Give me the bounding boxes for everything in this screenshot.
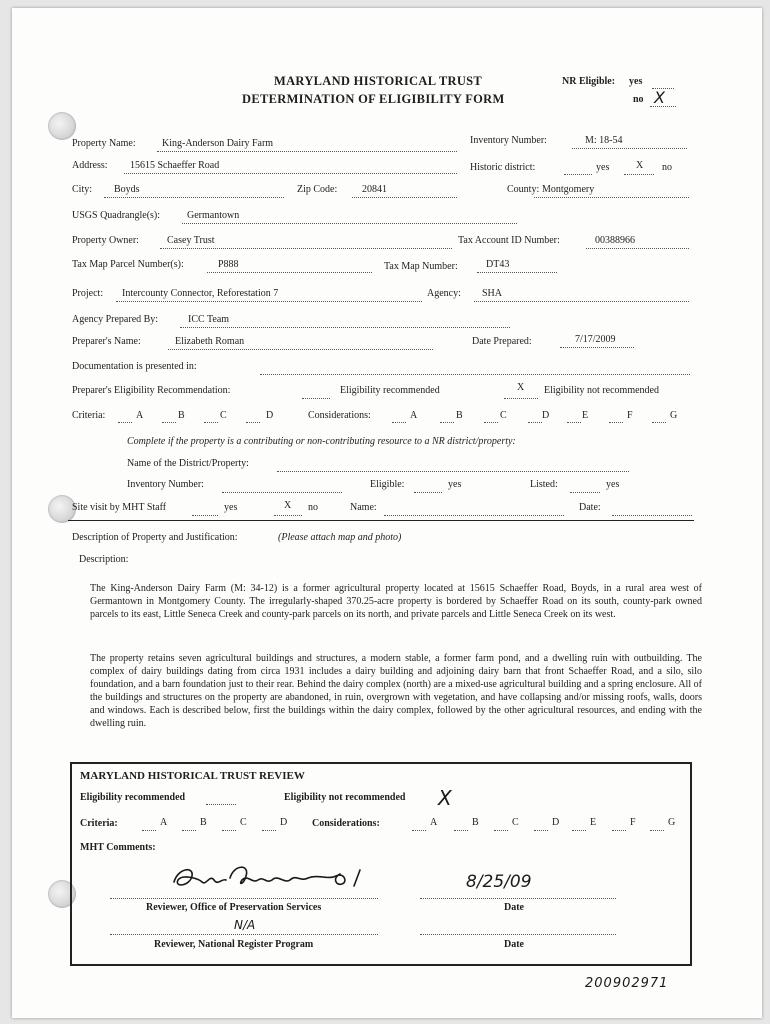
- inventory-number-value: M: 18-54: [585, 135, 623, 146]
- criteria-d: D: [266, 410, 274, 421]
- zip-code-label: Zip Code:: [297, 184, 338, 195]
- considerations-b: B: [456, 410, 463, 421]
- nr-no-label: no: [633, 94, 644, 105]
- listed-yes-label: yes: [606, 479, 620, 490]
- parcel-value: P888: [218, 259, 239, 270]
- eligibility-recommended-label: Eligibility recommended: [340, 385, 440, 396]
- parcel-label: Tax Map Parcel Number(s):: [72, 259, 184, 270]
- criteria-c: C: [220, 410, 227, 421]
- tax-map-value: DT43: [486, 259, 510, 270]
- form-page: [12, 8, 762, 1018]
- preparer-label: Preparer's Name:: [72, 336, 141, 347]
- review-considerations-b: B: [472, 817, 479, 828]
- property-name-value: King-Anderson Dairy Farm: [162, 138, 274, 149]
- section-divider: [68, 520, 694, 521]
- document-number: 200902971: [585, 976, 669, 991]
- review-date-1-label: Date: [504, 902, 524, 913]
- criteria-label: Criteria:: [72, 410, 106, 421]
- reviewer-1-label: Reviewer, Office of Preservation Services: [146, 902, 322, 913]
- considerations-d: D: [542, 410, 550, 421]
- form-title-line1: MARYLAND HISTORICAL TRUST: [274, 74, 483, 88]
- mht-review-box: [70, 762, 692, 966]
- review-criteria-c: C: [240, 817, 247, 828]
- considerations-g: G: [670, 410, 678, 421]
- inventory-number-label: Inventory Number:: [470, 135, 547, 146]
- project-label: Project:: [72, 288, 104, 299]
- review-eligibility-checkmark: X: [438, 786, 452, 810]
- description-heading: Description of Property and Justification:: [72, 532, 238, 543]
- county-label: County:: [507, 184, 540, 195]
- reviewer-2-label: Reviewer, National Register Program: [154, 939, 314, 950]
- review-considerations-c: C: [512, 817, 519, 828]
- usgs-value: Germantown: [187, 210, 240, 221]
- address-value: 15615 Schaeffer Road: [130, 160, 220, 171]
- visitor-name-label: Name:: [350, 502, 377, 513]
- review-considerations-a: A: [430, 817, 438, 828]
- nr-no-checkmark: X: [654, 88, 665, 107]
- review-considerations-d: D: [552, 817, 560, 828]
- usgs-label: USGS Quadrangle(s):: [72, 210, 161, 221]
- review-criteria-b: B: [200, 817, 207, 828]
- historic-yes-label: yes: [596, 162, 610, 173]
- site-visit-no-label: no: [308, 502, 318, 513]
- review-considerations-label: Considerations:: [312, 818, 380, 829]
- review-criteria-a: A: [160, 817, 168, 828]
- eligibility-checkmark: X: [517, 382, 525, 393]
- city-label: City:: [72, 184, 93, 195]
- date-prepared-label: Date Prepared:: [472, 336, 532, 347]
- considerations-f: F: [627, 410, 633, 421]
- historic-district-label: Historic district:: [470, 162, 536, 173]
- criteria-a: A: [136, 410, 144, 421]
- review-considerations-e: E: [590, 817, 597, 828]
- site-visit-label: Site visit by MHT Staff: [72, 502, 167, 513]
- preparer-value: Elizabeth Roman: [175, 336, 245, 347]
- county-value: Montgomery: [542, 184, 595, 195]
- date-prepared-value: 7/17/2009: [575, 334, 616, 345]
- considerations-c: C: [500, 410, 507, 421]
- review-considerations-g: G: [668, 817, 676, 828]
- eligible-yes-label: yes: [448, 479, 462, 490]
- district-instruction-note: Complete if the property is a contributing or non-contributing resource to a NR district/property:: [127, 436, 516, 447]
- zip-code-value: 20841: [362, 184, 387, 195]
- agency-value: SHA: [482, 288, 503, 299]
- description-paragraph-1: The King-Anderson Dairy Farm (M: 34-12) is a former agricultural property located at 15615 Schaeffer Road, Boyds, in a rural area west of Germantown in Montgomery County. The irregularly-shaped 370.25-acre property is bordered by Schaeffer Road on its south, county-park owned parcels to its east, Little Seneca Creek and county-park parcels on its north, and private parcels and Little Seneca Creek on its west.: [90, 583, 702, 620]
- review-eligibility-recommended: Eligibility recommended: [80, 792, 186, 803]
- review-criteria-label: Criteria:: [80, 818, 118, 829]
- considerations-a: A: [410, 410, 418, 421]
- review-date-2-label: Date: [504, 939, 524, 950]
- nr-eligible-label: NR Eligible:: [562, 76, 616, 87]
- listed-label: Listed:: [530, 479, 558, 490]
- considerations-e: E: [582, 410, 589, 421]
- project-value: Intercounty Connector, Reforestation 7: [122, 288, 279, 299]
- owner-label: Property Owner:: [72, 235, 139, 246]
- visit-date-label: Date:: [579, 502, 601, 513]
- historic-no-label: no: [662, 162, 672, 173]
- city-value: Boyds: [114, 184, 140, 195]
- district-name-label: Name of the District/Property:: [127, 458, 249, 469]
- tax-map-label: Tax Map Number:: [384, 261, 458, 272]
- owner-value: Casey Trust: [167, 235, 215, 246]
- tax-account-label: Tax Account ID Number:: [458, 235, 560, 246]
- address-label: Address:: [72, 160, 108, 171]
- description-paragraph-2: The property retains seven agricultural buildings and structures, a modern stable, a former farm pond, and a dwelling ruin with outbuilding. The complex of dairy buildings dating from circa 1931 includes a dairy building and adjoining dairy barn that front Schaeffer Road, and a silo, silo foundation, and a barn foundation just to their rear. Behind the dairy complex (north) are a mixed-use agricultural building and a spring enclosure. All of the buildings and structures on the property are abandoned, in ruin, overgrown with vegetation, and have collapsing and/or missing roofs, walls, doors and windows. Each is described below, first the buildings within the dairy complex, followed by the other agricultural resources, and ending with the dwelling ruin.: [90, 653, 702, 729]
- mht-comments-label: MHT Comments:: [80, 842, 156, 853]
- review-considerations-f: F: [630, 817, 636, 828]
- review-eligibility-not-recommended: Eligibility not recommended: [284, 792, 406, 803]
- description-heading-note: (Please attach map and photo): [278, 532, 402, 543]
- form-title-line2: DETERMINATION OF ELIGIBILITY FORM: [242, 92, 505, 106]
- description-sub-label: Description:: [79, 554, 129, 565]
- criteria-b: B: [178, 410, 185, 421]
- documentation-label: Documentation is presented in:: [72, 361, 197, 372]
- review-title: MARYLAND HISTORICAL TRUST REVIEW: [80, 770, 305, 782]
- nr-yes-label: yes: [629, 76, 643, 87]
- review-date-handwritten: 8/25/09: [466, 872, 532, 892]
- considerations-label: Considerations:: [308, 410, 371, 421]
- na-handwritten: N/A: [234, 918, 256, 932]
- agency-prepared-value: ICC Team: [188, 314, 230, 325]
- punch-hole: [48, 112, 76, 140]
- recommendation-label: Preparer's Eligibility Recommendation:: [72, 385, 231, 396]
- agency-label: Agency:: [427, 288, 461, 299]
- eligible-label: Eligible:: [370, 479, 405, 490]
- inventory-number-2-label: Inventory Number:: [127, 479, 204, 490]
- site-visit-yes-label: yes: [224, 502, 238, 513]
- historic-checkmark: X: [636, 160, 644, 171]
- reviewer-signature: [168, 860, 378, 896]
- eligibility-not-recommended-label: Eligibility not recommended: [544, 385, 659, 396]
- site-visit-checkmark: X: [284, 500, 292, 511]
- review-criteria-d: D: [280, 817, 288, 828]
- agency-prepared-label: Agency Prepared By:: [72, 314, 159, 325]
- tax-account-value: 00388966: [595, 235, 635, 246]
- property-name-label: Property Name:: [72, 138, 136, 149]
